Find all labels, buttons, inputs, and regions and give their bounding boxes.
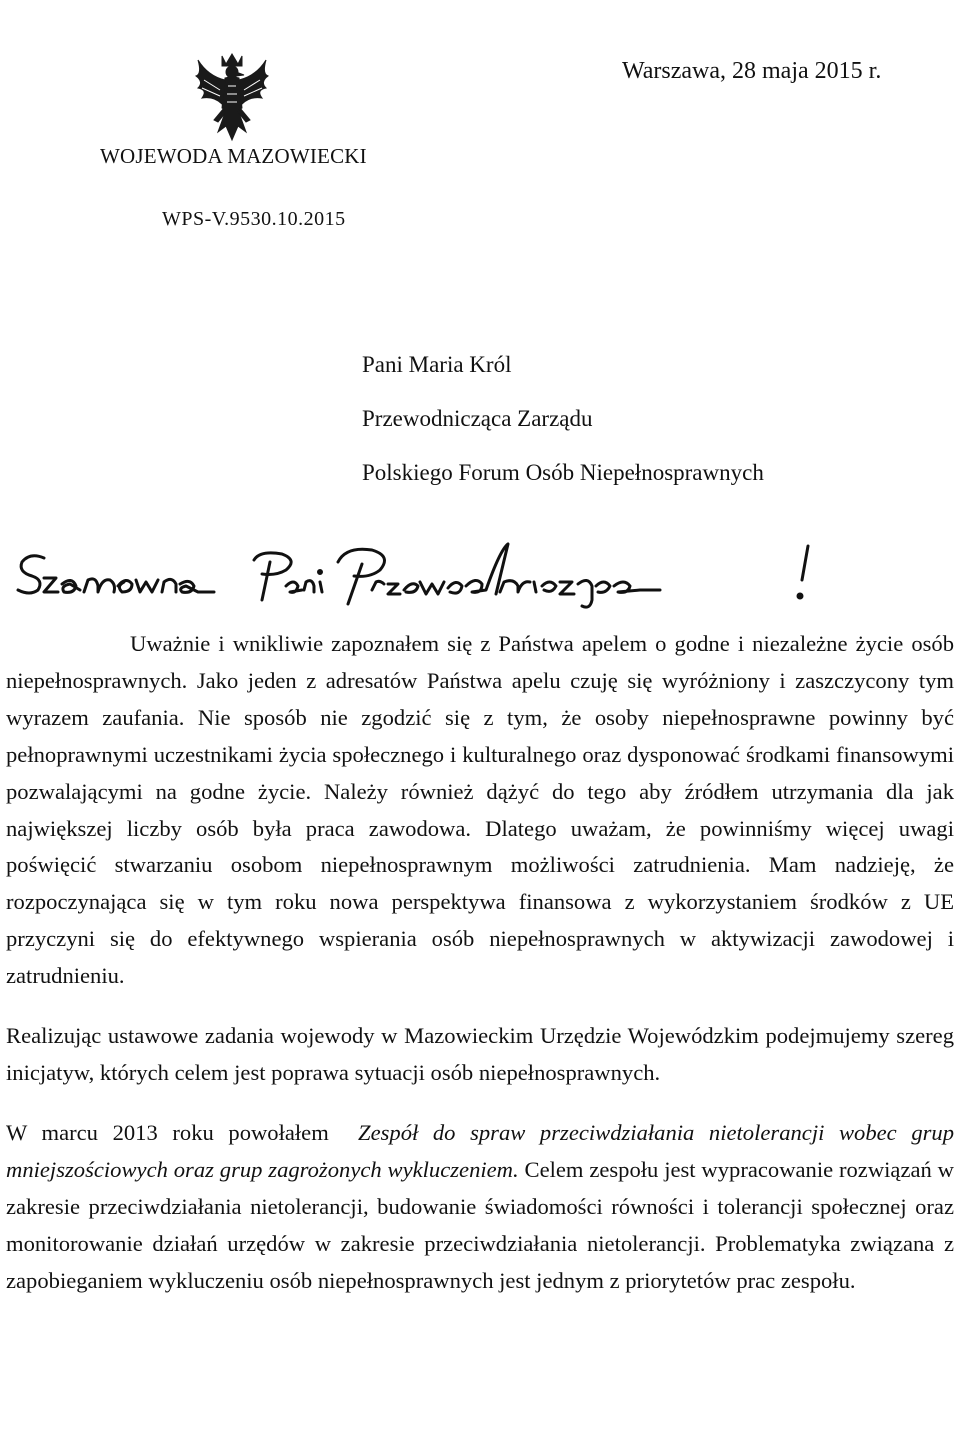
letter-body bbox=[6, 626, 954, 1299]
paragraph-3 bbox=[6, 1115, 954, 1300]
place-and-date: Warszawa, 28 maja 2015 r. bbox=[622, 58, 882, 84]
handwritten-salutation bbox=[0, 520, 820, 620]
paragraph-2: Realizując ustawowe zadania wojewody w Mazowieckim Urzędzie Wojewódzkim podejmujemy szereg inicjatyw, których celem jest poprawa sytuacji osób niepełnosprawnych. bbox=[6, 1023, 954, 1085]
team-name: Zespół do spraw przeciwdziałania nietolerancji wobec grup mniejszościowych oraz grup zagrożonych wykluczeniem. bbox=[6, 1119, 954, 1182]
polish-eagle-emblem-icon bbox=[192, 50, 272, 146]
paragraph-3-rest: Celem zespołu jest wypracowanie rozwiązań w zakresie przeciwdziałania nietolerancji, budowanie świadomości równości i tolerancji społecznej oraz monitorowanie działań urzędów w zakresie przeciwdziałania nietolerancji. Problematyka związana z zapobieganiem wykluczeniu osób niepełnosprawnych jest jednym z priorytetów prac zespołu. bbox=[6, 1156, 954, 1293]
paragraph-3-start: W marcu 2013 roku powołałem bbox=[6, 1119, 329, 1145]
addressee-organization: Polskiego Forum Osób Niepełnosprawnych bbox=[362, 460, 764, 485]
office-name: WOJEWODA MAZOWIECKI bbox=[100, 144, 367, 168]
addressee-block bbox=[362, 350, 764, 512]
addressee-name: Pani Maria Król bbox=[362, 352, 512, 377]
case-number: WPS-V.9530.10.2015 bbox=[162, 208, 346, 230]
addressee-title: Przewodnicząca Zarządu bbox=[362, 406, 593, 431]
paragraph-1: Uważnie i wnikliwie zapoznałem się z Państwa apelem o godne i niezależne życie osób niepełnosprawnych. Jako jeden z adresatów Państwa apelu czuję się wyróżniony i zaszczycony tym wyrazem zaufania. Nie sposób nie zgodzić się z tym, że osoby niepełnosprawne powinny być pełnoprawnymi uczestnikami życia społecznego i kulturalnego oraz dysponować środkami finansowymi pozwalającymi na godne życie. Należy również dążyć do tego aby źródłem utrzymania dla jak największej liczby osób była praca zawodowa. Dlatego uważam, że powinniśmy więcej uwagi poświęcić stwarzaniu osobom niepełnosprawnym możliwości zatrudnienia. Mam nadzieję, że rozpoczynająca się w tym roku nowa perspektywa finansowa z wykorzystaniem środków z UE przyczyni się do efektywnego wspierania osób niepełnosprawnych w aktywizacji zawodowej i zatrudnieniu. bbox=[6, 631, 954, 989]
